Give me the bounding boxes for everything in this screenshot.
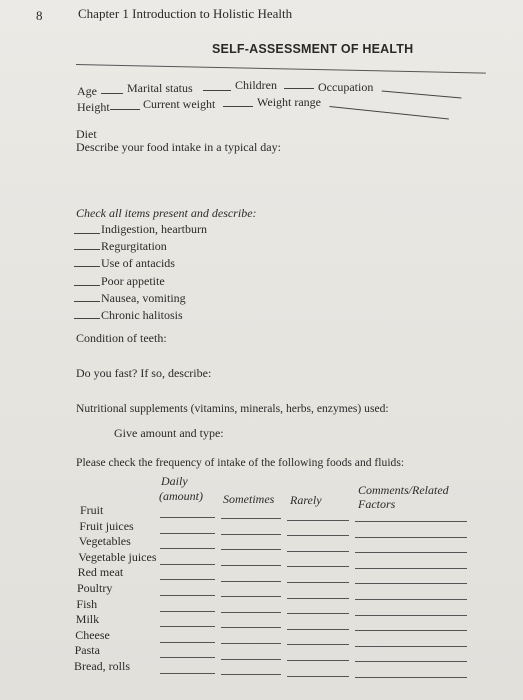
- food-rarely-line[interactable]: [287, 598, 349, 599]
- check-item-appetite: Poor appetite: [101, 274, 165, 288]
- food-label: Vegetables: [78, 534, 131, 549]
- checkbox-line-indigestion[interactable]: [74, 233, 100, 234]
- food-label: Poultry: [77, 581, 113, 595]
- weight-range-label: Weight range: [257, 95, 322, 109]
- food-label: Milk: [75, 612, 100, 627]
- col-sometimes: Sometimes: [223, 492, 275, 506]
- supplements-amount-label: Give amount and type:: [114, 426, 224, 440]
- food-label: Pasta: [74, 643, 100, 658]
- food-rarely-line[interactable]: [287, 566, 349, 567]
- food-comments-line[interactable]: [355, 615, 467, 616]
- checkbox-line-regurgitation[interactable]: [74, 249, 100, 250]
- food-daily-line[interactable]: [160, 642, 215, 643]
- frequency-instruction: Please check the frequency of intake of the following foods and fluids:: [76, 456, 405, 469]
- chapter-title: Chapter 1 Introduction to Holistic Health: [78, 6, 293, 21]
- food-daily-line[interactable]: [160, 626, 215, 627]
- food-daily-line[interactable]: [160, 611, 215, 612]
- food-daily-line[interactable]: [160, 595, 215, 596]
- occupation-field[interactable]: [382, 81, 463, 99]
- check-item-antacids: Use of antacids: [101, 256, 175, 270]
- col-amount: (amount): [159, 489, 203, 503]
- food-sometimes-line[interactable]: [221, 581, 281, 582]
- food-comments-line[interactable]: [355, 568, 467, 569]
- form-title: SELF-ASSESSMENT OF HEALTH: [212, 42, 414, 56]
- col-daily: Daily: [161, 474, 188, 488]
- marital-status-field[interactable]: [203, 80, 231, 91]
- height-field[interactable]: [110, 99, 140, 110]
- diet-heading: Diet: [76, 127, 97, 141]
- teeth-label: Condition of teeth:: [76, 331, 167, 345]
- food-comments-line[interactable]: [355, 583, 467, 584]
- food-label: Cheese: [75, 627, 110, 642]
- food-rarely-line[interactable]: [287, 613, 349, 614]
- food-sometimes-line[interactable]: [221, 596, 281, 597]
- food-rarely-line[interactable]: [287, 660, 349, 661]
- current-weight-label: Current weight: [143, 97, 216, 111]
- food-label: Bread, rolls: [74, 659, 130, 673]
- food-sometimes-line[interactable]: [221, 549, 281, 550]
- food-rarely-line[interactable]: [287, 551, 349, 552]
- food-rarely-line[interactable]: [287, 520, 349, 521]
- food-sometimes-line[interactable]: [221, 627, 281, 628]
- height-label: Height: [77, 100, 110, 114]
- weight-range-field[interactable]: [329, 96, 449, 119]
- children-label: Children: [235, 78, 277, 92]
- checkbox-line-nausea[interactable]: [74, 301, 100, 302]
- supplements-label: Nutritional supplements (vitamins, minerals, herbs, enzymes) used:: [76, 402, 389, 415]
- check-item-halitosis: Chronic halitosis: [101, 308, 183, 322]
- current-weight-field[interactable]: [223, 96, 253, 107]
- age-field[interactable]: [101, 83, 123, 94]
- checklist-instruction: Check all items present and describe:: [76, 206, 257, 220]
- col-comments: Comments/Related: [358, 483, 449, 497]
- food-rarely-line[interactable]: [287, 629, 349, 630]
- food-rarely-line[interactable]: [287, 644, 349, 645]
- food-comments-line[interactable]: [355, 630, 467, 631]
- food-comments-line[interactable]: [355, 537, 467, 538]
- col-rarely: Rarely: [290, 493, 322, 507]
- food-sometimes-line[interactable]: [221, 534, 281, 535]
- fast-label: Do you fast? If so, describe:: [76, 366, 212, 380]
- food-daily-line[interactable]: [160, 548, 215, 549]
- food-label: Fruit: [80, 503, 104, 517]
- food-daily-line[interactable]: [160, 533, 215, 534]
- age-label: Age: [77, 84, 97, 98]
- food-sometimes-line[interactable]: [221, 518, 281, 519]
- food-sometimes-line[interactable]: [221, 612, 281, 613]
- checkbox-line-appetite[interactable]: [74, 285, 100, 286]
- food-daily-line[interactable]: [160, 564, 215, 565]
- occupation-label: Occupation: [318, 80, 374, 94]
- food-sometimes-line[interactable]: [221, 674, 281, 675]
- marital-status-label: Marital status: [127, 81, 193, 95]
- food-label: Fruit juices: [79, 518, 134, 533]
- food-rarely-line[interactable]: [287, 582, 349, 583]
- food-comments-line[interactable]: [355, 552, 467, 553]
- food-sometimes-line[interactable]: [221, 643, 281, 644]
- check-item-indigestion: Indigestion, heartburn: [101, 222, 207, 236]
- check-item-nausea: Nausea, vomiting: [101, 291, 186, 305]
- food-comments-line[interactable]: [355, 646, 467, 647]
- food-sometimes-line[interactable]: [221, 565, 281, 566]
- children-field[interactable]: [284, 78, 314, 89]
- food-rarely-line[interactable]: [287, 535, 349, 536]
- food-daily-line[interactable]: [160, 673, 215, 674]
- food-label: Fish: [76, 596, 98, 611]
- food-comments-line[interactable]: [355, 521, 467, 522]
- food-comments-line[interactable]: [355, 599, 467, 600]
- checkbox-line-halitosis[interactable]: [74, 318, 100, 319]
- food-sometimes-line[interactable]: [221, 659, 281, 660]
- checkbox-line-antacids[interactable]: [74, 266, 100, 267]
- food-daily-line[interactable]: [160, 517, 215, 518]
- col-factors: Factors: [358, 497, 396, 511]
- food-comments-line[interactable]: [355, 661, 467, 662]
- food-rarely-line[interactable]: [287, 676, 349, 677]
- food-daily-line[interactable]: [160, 579, 215, 580]
- check-item-regurgitation: Regurgitation: [101, 239, 167, 253]
- food-daily-line[interactable]: [160, 657, 215, 658]
- title-rule: [76, 64, 486, 74]
- diet-prompt: Describe your food intake in a typical day:: [76, 140, 281, 154]
- page-number: 8: [36, 8, 43, 23]
- food-comments-line[interactable]: [355, 677, 467, 678]
- food-label: Vegetable juices: [78, 549, 157, 564]
- food-label: Red meat: [77, 565, 124, 580]
